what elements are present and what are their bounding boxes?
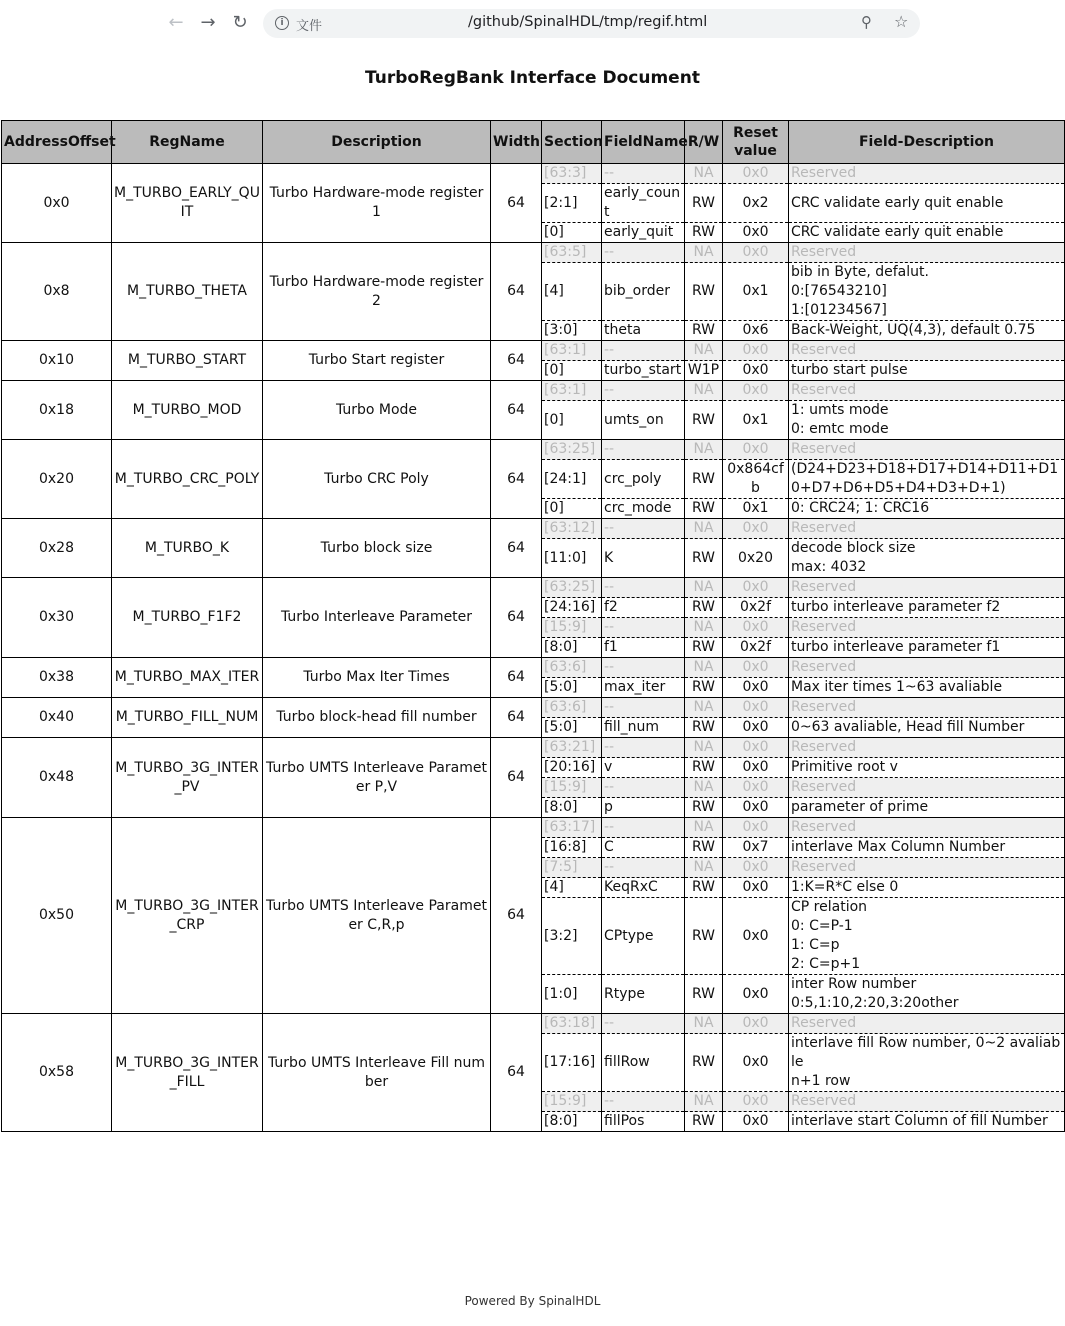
address-offset-cell: 0x28	[2, 519, 112, 578]
section-cell: [63:3]	[542, 164, 602, 184]
field-name-cell: p	[602, 798, 685, 818]
rw-cell: RW	[685, 898, 723, 975]
reg-name-cell: M_TURBO_3G_INTER_PV	[112, 738, 263, 818]
field-name-cell: crc_mode	[602, 499, 685, 519]
rw-cell: NA	[685, 381, 723, 401]
field-description-cell: inter Row number 0:5,1:10,2:20,3:20other	[789, 975, 1065, 1014]
field-row	[2, 698, 1065, 718]
reg-name-cell: M_TURBO_K	[112, 519, 263, 578]
field-name-cell: --	[602, 341, 685, 361]
field-name-cell: --	[602, 578, 685, 598]
rw-cell: NA	[685, 243, 723, 263]
page-title: TurboRegBank Interface Document	[365, 68, 700, 88]
reg-name-cell: M_TURBO_CRC_POLY	[112, 440, 263, 519]
rw-cell: RW	[685, 975, 723, 1014]
section-cell: [8:0]	[542, 798, 602, 818]
reset-value-cell: 0x0	[723, 658, 789, 678]
field-description-cell: 0~63 avaliable, Head fill Number	[789, 718, 1065, 738]
field-name-cell: f1	[602, 638, 685, 658]
col-header: AddressOffset	[2, 121, 112, 164]
reset-value-cell: 0x1	[723, 263, 789, 321]
field-name-cell: --	[602, 698, 685, 718]
width-cell: 64	[491, 1014, 542, 1132]
reset-value-cell: 0x0	[723, 1034, 789, 1092]
rw-cell: RW	[685, 263, 723, 321]
reset-value-cell: 0x0	[723, 878, 789, 898]
field-name-cell: KeqRxC	[602, 878, 685, 898]
field-description-cell: decode block size max: 4032	[789, 539, 1065, 578]
reset-value-cell: 0x0	[723, 361, 789, 381]
field-description-cell: Reserved	[789, 341, 1065, 361]
width-cell: 64	[491, 243, 542, 341]
reset-value-cell: 0x2f	[723, 638, 789, 658]
field-row	[2, 1014, 1065, 1034]
section-cell: [0]	[542, 499, 602, 519]
field-description-cell: interlave Max Column Number	[789, 838, 1065, 858]
field-name-cell: fill_num	[602, 718, 685, 738]
field-description-cell: Reserved	[789, 519, 1065, 539]
field-name-cell: --	[602, 858, 685, 878]
section-cell: [0]	[542, 361, 602, 381]
rw-cell: NA	[685, 164, 723, 184]
field-row	[2, 658, 1065, 678]
field-row	[2, 818, 1065, 838]
width-cell: 64	[491, 738, 542, 818]
browser-toolbar	[0, 0, 1065, 48]
address-offset-cell: 0x40	[2, 698, 112, 738]
col-header: Field-Description	[789, 121, 1065, 164]
reset-value-cell: 0x0	[723, 898, 789, 975]
section-cell: [0]	[542, 401, 602, 440]
field-name-cell: C	[602, 838, 685, 858]
address-offset-cell: 0x20	[2, 440, 112, 519]
forward-arrow-icon[interactable]: →	[200, 12, 216, 33]
address-offset-cell: 0x18	[2, 381, 112, 440]
section-cell: [63:6]	[542, 658, 602, 678]
rw-cell: NA	[685, 440, 723, 460]
col-header: RegName	[112, 121, 263, 164]
field-description-cell: turbo start pulse	[789, 361, 1065, 381]
field-row	[2, 440, 1065, 460]
field-description-cell: Reserved	[789, 858, 1065, 878]
width-cell: 64	[491, 440, 542, 519]
reset-value-cell: 0x0	[723, 975, 789, 1014]
section-cell: [63:12]	[542, 519, 602, 539]
section-cell: [5:0]	[542, 718, 602, 738]
field-description-cell: Reserved	[789, 618, 1065, 638]
reset-value-cell: 0x0	[723, 243, 789, 263]
field-row	[2, 519, 1065, 539]
address-offset-cell: 0x58	[2, 1014, 112, 1132]
reset-value-cell: 0x0	[723, 858, 789, 878]
field-description-cell: Reserved	[789, 738, 1065, 758]
rw-cell: RW	[685, 1112, 723, 1132]
reg-description-cell: Turbo Hardware-mode register 2	[263, 243, 491, 341]
section-cell: [20:16]	[542, 758, 602, 778]
reg-description-cell: Turbo Hardware-mode register 1	[263, 164, 491, 243]
section-cell: [4]	[542, 878, 602, 898]
rw-cell: RW	[685, 223, 723, 243]
reset-value-cell: 0x0	[723, 1092, 789, 1112]
rw-cell: RW	[685, 638, 723, 658]
reload-icon[interactable]: ↻	[232, 12, 248, 33]
reset-value-cell: 0x6	[723, 321, 789, 341]
field-name-cell: --	[602, 381, 685, 401]
section-cell: [15:9]	[542, 618, 602, 638]
reset-value-cell: 0x0	[723, 718, 789, 738]
field-name-cell: bib_order	[602, 263, 685, 321]
rw-cell: NA	[685, 738, 723, 758]
field-name-cell: --	[602, 818, 685, 838]
field-description-cell: Reserved	[789, 818, 1065, 838]
field-description-cell: turbo interleave parameter f1	[789, 638, 1065, 658]
field-description-cell: Reserved	[789, 778, 1065, 798]
reg-description-cell: Turbo block-head fill number	[263, 698, 491, 738]
url-text[interactable]: /github/SpinalHDL/tmp/regif.html	[468, 14, 708, 30]
section-cell: [8:0]	[542, 638, 602, 658]
rw-cell: RW	[685, 460, 723, 499]
zoom-icon[interactable]: ⚲	[861, 13, 872, 31]
rw-cell: NA	[685, 519, 723, 539]
reset-value-cell: 0x0	[723, 223, 789, 243]
field-name-cell: --	[602, 440, 685, 460]
section-cell: [5:0]	[542, 678, 602, 698]
rw-cell: RW	[685, 718, 723, 738]
reset-value-cell: 0x1	[723, 499, 789, 519]
section-cell: [15:9]	[542, 1092, 602, 1112]
rw-cell: RW	[685, 878, 723, 898]
reg-description-cell: Turbo block size	[263, 519, 491, 578]
reset-value-cell: 0x0	[723, 798, 789, 818]
section-cell: [63:21]	[542, 738, 602, 758]
width-cell: 64	[491, 818, 542, 1014]
field-row	[2, 341, 1065, 361]
width-cell: 64	[491, 341, 542, 381]
field-description-cell: Reserved	[789, 164, 1065, 184]
field-description-cell: Reserved	[789, 381, 1065, 401]
register-table	[1, 120, 1065, 1132]
field-name-cell: --	[602, 1092, 685, 1112]
rw-cell: W1P	[685, 361, 723, 381]
reset-value-cell: 0x2f	[723, 598, 789, 618]
reset-value-cell: 0x0	[723, 1014, 789, 1034]
reset-value-cell: 0x2	[723, 184, 789, 223]
rw-cell: RW	[685, 838, 723, 858]
reg-description-cell: Turbo UMTS Interleave Parameter C,R,p	[263, 818, 491, 1014]
field-name-cell: max_iter	[602, 678, 685, 698]
section-cell: [2:1]	[542, 184, 602, 223]
section-cell: [63:17]	[542, 818, 602, 838]
section-cell: [3:2]	[542, 898, 602, 975]
rw-cell: RW	[685, 539, 723, 578]
footer: Powered By SpinalHDL	[464, 1294, 601, 1308]
field-row	[2, 381, 1065, 401]
address-offset-cell: 0x50	[2, 818, 112, 1014]
field-name-cell: Rtype	[602, 975, 685, 1014]
rw-cell: NA	[685, 618, 723, 638]
reg-description-cell: Turbo Start register	[263, 341, 491, 381]
field-name-cell: --	[602, 1014, 685, 1034]
reset-value-cell: 0x0	[723, 1112, 789, 1132]
reset-value-cell: 0x0	[723, 698, 789, 718]
width-cell: 64	[491, 698, 542, 738]
field-name-cell: fillPos	[602, 1112, 685, 1132]
section-cell: [63:18]	[542, 1014, 602, 1034]
reset-value-cell: 0x0	[723, 818, 789, 838]
reset-value-cell: 0x0	[723, 618, 789, 638]
section-cell: [16:8]	[542, 838, 602, 858]
section-cell: [63:25]	[542, 440, 602, 460]
site-security-label: 文件	[296, 19, 323, 34]
reset-value-cell: 0x0	[723, 758, 789, 778]
field-description-cell: CRC validate early quit enable	[789, 223, 1065, 243]
field-name-cell: CPtype	[602, 898, 685, 975]
rw-cell: RW	[685, 678, 723, 698]
field-description-cell: 1: umts mode 0: emtc mode	[789, 401, 1065, 440]
field-row	[2, 243, 1065, 263]
field-description-cell: Back-Weight, UQ(4,3), default 0.75	[789, 321, 1065, 341]
field-description-cell: interlave fill Row number, 0~2 avaliable n+1 row	[789, 1034, 1065, 1092]
field-description-cell: Reserved	[789, 243, 1065, 263]
address-offset-cell: 0x10	[2, 341, 112, 381]
field-name-cell: theta	[602, 321, 685, 341]
address-offset-cell: 0x8	[2, 243, 112, 341]
section-cell: [0]	[542, 223, 602, 243]
section-cell: [63:6]	[542, 698, 602, 718]
field-row	[2, 738, 1065, 758]
field-description-cell: Reserved	[789, 1092, 1065, 1112]
reg-description-cell: Turbo UMTS Interleave Fill number	[263, 1014, 491, 1132]
field-name-cell: --	[602, 738, 685, 758]
reg-description-cell: Turbo UMTS Interleave Parameter P,V	[263, 738, 491, 818]
rw-cell: NA	[685, 1014, 723, 1034]
address-offset-cell: 0x48	[2, 738, 112, 818]
section-cell: [63:5]	[542, 243, 602, 263]
rw-cell: NA	[685, 341, 723, 361]
reg-name-cell: M_TURBO_3G_INTER_FILL	[112, 1014, 263, 1132]
field-description-cell: Reserved	[789, 1014, 1065, 1034]
address-offset-cell: 0x0	[2, 164, 112, 243]
reg-name-cell: M_TURBO_3G_INTER_CRP	[112, 818, 263, 1014]
section-cell: [63:1]	[542, 381, 602, 401]
field-description-cell: CRC validate early quit enable	[789, 184, 1065, 223]
field-description-cell: Reserved	[789, 440, 1065, 460]
section-cell: [63:1]	[542, 341, 602, 361]
col-header: Width	[491, 121, 542, 164]
field-description-cell: 0: CRC24; 1: CRC16	[789, 499, 1065, 519]
width-cell: 64	[491, 578, 542, 658]
field-description-cell: 1:K=R*C else 0	[789, 878, 1065, 898]
field-description-cell: (D24+D23+D18+D17+D14+D11+D10+D7+D6+D5+D4+D3+D+1)	[789, 460, 1065, 499]
reset-value-cell: 0x864cfb	[723, 460, 789, 499]
field-row	[2, 578, 1065, 598]
reset-value-cell: 0x0	[723, 519, 789, 539]
rw-cell: NA	[685, 858, 723, 878]
rw-cell: RW	[685, 401, 723, 440]
field-name-cell: early_quit	[602, 223, 685, 243]
col-header: Description	[263, 121, 491, 164]
rw-cell: NA	[685, 1092, 723, 1112]
address-bar[interactable]	[263, 9, 920, 38]
reset-value-cell: 0x0	[723, 341, 789, 361]
reset-value-cell: 0x0	[723, 164, 789, 184]
address-offset-cell: 0x30	[2, 578, 112, 658]
reset-value-cell: 0x0	[723, 578, 789, 598]
field-name-cell: --	[602, 658, 685, 678]
reset-value-cell: 0x0	[723, 381, 789, 401]
field-name-cell: f2	[602, 598, 685, 618]
section-cell: [7:5]	[542, 858, 602, 878]
section-cell: [8:0]	[542, 1112, 602, 1132]
section-cell: [17:16]	[542, 1034, 602, 1092]
field-name-cell: crc_poly	[602, 460, 685, 499]
table-body	[2, 164, 1065, 1132]
col-header: R/W	[685, 121, 723, 164]
rw-cell: RW	[685, 758, 723, 778]
field-description-cell: CP relation 0: C=P-1 1: C=p 2: C=p+1	[789, 898, 1065, 975]
reset-value-cell: 0x0	[723, 678, 789, 698]
section-cell: [3:0]	[542, 321, 602, 341]
reg-description-cell: Turbo Max Iter Times	[263, 658, 491, 698]
width-cell: 64	[491, 658, 542, 698]
reset-value-cell: 0x7	[723, 838, 789, 858]
reg-name-cell: M_TURBO_START	[112, 341, 263, 381]
rw-cell: NA	[685, 658, 723, 678]
rw-cell: RW	[685, 321, 723, 341]
field-name-cell: K	[602, 539, 685, 578]
section-cell: [24:16]	[542, 598, 602, 618]
field-description-cell: Primitive root v	[789, 758, 1065, 778]
col-header: Section	[542, 121, 602, 164]
address-offset-cell: 0x38	[2, 658, 112, 698]
section-cell: [63:25]	[542, 578, 602, 598]
reg-name-cell: M_TURBO_EARLY_QUIT	[112, 164, 263, 243]
reg-name-cell: M_TURBO_MAX_ITER	[112, 658, 263, 698]
field-description-cell: parameter of prime	[789, 798, 1065, 818]
rw-cell: RW	[685, 499, 723, 519]
width-cell: 64	[491, 381, 542, 440]
width-cell: 64	[491, 519, 542, 578]
field-name-cell: --	[602, 243, 685, 263]
reg-description-cell: Turbo Interleave Parameter	[263, 578, 491, 658]
rw-cell: RW	[685, 184, 723, 223]
reg-name-cell: M_TURBO_THETA	[112, 243, 263, 341]
field-description-cell: bib in Byte, defalut. 0:[76543210] 1:[01234567]	[789, 263, 1065, 321]
rw-cell: NA	[685, 818, 723, 838]
section-cell: [24:1]	[542, 460, 602, 499]
section-cell: [15:9]	[542, 778, 602, 798]
field-name-cell: --	[602, 519, 685, 539]
table-header-row	[2, 121, 1065, 164]
reg-description-cell: Turbo Mode	[263, 381, 491, 440]
rw-cell: RW	[685, 798, 723, 818]
field-row	[2, 164, 1065, 184]
field-description-cell: Max iter times 1~63 avaliable	[789, 678, 1065, 698]
section-cell: [11:0]	[542, 539, 602, 578]
field-name-cell: v	[602, 758, 685, 778]
reg-description-cell: Turbo CRC Poly	[263, 440, 491, 519]
width-cell: 64	[491, 164, 542, 243]
field-description-cell: Reserved	[789, 698, 1065, 718]
reset-value-cell: 0x1	[723, 401, 789, 440]
field-description-cell: Reserved	[789, 578, 1065, 598]
rw-cell: RW	[685, 598, 723, 618]
field-description-cell: Reserved	[789, 658, 1065, 678]
reset-value-cell: 0x0	[723, 440, 789, 460]
field-description-cell: interlave start Column of fill Number	[789, 1112, 1065, 1132]
reg-name-cell: M_TURBO_FILL_NUM	[112, 698, 263, 738]
rw-cell: NA	[685, 578, 723, 598]
field-name-cell: umts_on	[602, 401, 685, 440]
field-name-cell: --	[602, 618, 685, 638]
section-cell: [1:0]	[542, 975, 602, 1014]
field-name-cell: early_count	[602, 184, 685, 223]
rw-cell: NA	[685, 778, 723, 798]
reset-value-cell: 0x0	[723, 738, 789, 758]
field-description-cell: turbo interleave parameter f2	[789, 598, 1065, 618]
reg-name-cell: M_TURBO_F1F2	[112, 578, 263, 658]
col-header: Reset value	[723, 121, 789, 164]
rw-cell: NA	[685, 698, 723, 718]
field-name-cell: fillRow	[602, 1034, 685, 1092]
back-arrow-icon[interactable]: ←	[168, 12, 184, 33]
rw-cell: RW	[685, 1034, 723, 1092]
bookmark-star-icon[interactable]: ☆	[894, 12, 909, 31]
info-icon[interactable]: i	[275, 16, 289, 30]
field-name-cell: --	[602, 778, 685, 798]
section-cell: [4]	[542, 263, 602, 321]
reset-value-cell: 0x0	[723, 778, 789, 798]
reg-name-cell: M_TURBO_MOD	[112, 381, 263, 440]
field-name-cell: turbo_start	[602, 361, 685, 381]
col-header: FieldName	[602, 121, 685, 164]
reset-value-cell: 0x20	[723, 539, 789, 578]
field-name-cell: --	[602, 164, 685, 184]
